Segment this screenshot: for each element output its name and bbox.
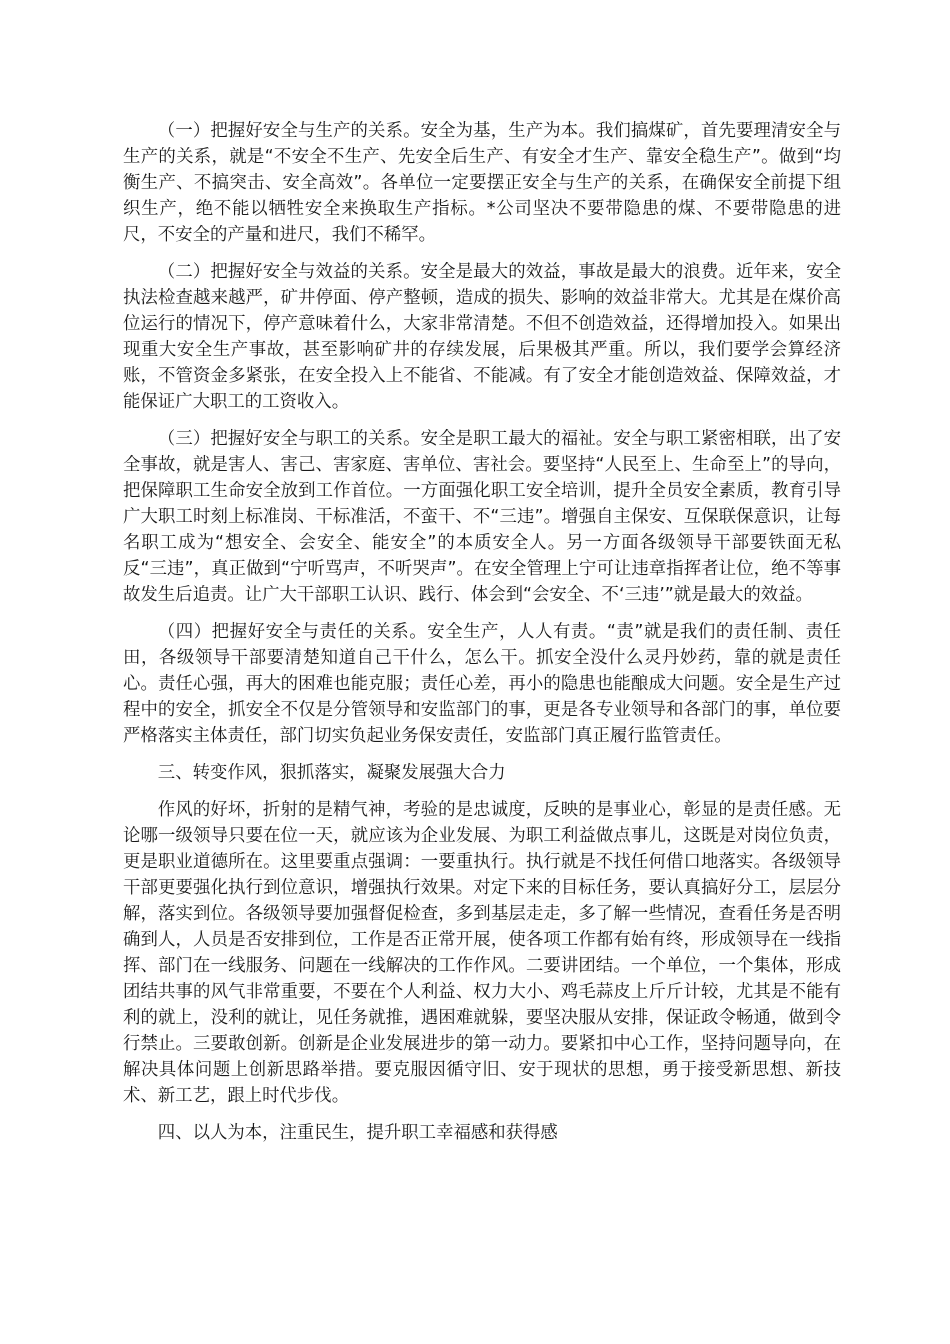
paragraph-safety-production: （一）把握好安全与生产的关系。安全为基，生产为本。我们搞煤矿，首先要理清安全与生产的关系，就是“不安全不生产、先安全后生产、有安全才生产、靠安全稳生产”。做到“均衡生产、不搞突击、安全高效”。各单位一定要摆正安全与生产的关系，在确保安全前提下组织生产，绝不能以牺牲安全来换取生产指标。*公司坚决不要带隐患的煤、不要带隐患的进尺，不安全的产量和进尺，我们不稀罕。	[123, 121, 841, 245]
paragraph-safety-workers: （三）把握好安全与职工的关系。安全是职工最大的福祉。安全与职工紧密相联，出了安全事故，就是害人、害己、害家庭、害单位、害社会。要坚持“人民至上、生命至上”的导向，把保障职工生命安全放到工作首位。一方面强化职工安全培训，提升全员安全素质，教育引导广大职工时刻上标准岗、干标准活，不蛮干、不“三违”。增强自主保安、互保联保意识，让每名职工成为“想安全、会安全、能安全”的本质安全人。另一方面各级领导干部要铁面无私反“三违”，真正做到“宁听骂声，不听哭声”。在安全管理上宁可让违章指挥者让位，绝不等事故发生后追责。让广大干部职工认识、践行、体会到“会安全、不‘三违’”就是最大的效益。	[123, 429, 841, 605]
paragraph-work-style: 作风的好坏，折射的是精气神，考验的是忠诚度，反映的是事业心，彰显的是责任感。无论哪一级领导只要在位一天，就应该为企业发展、为职工利益做点事儿，这既是对岗位负责，更是职业道德所在。这里要重点强调：一要重执行。执行就是不找任何借口地落实。各级领导干部更要强化执行到位意识，增强执行效果。对定下来的目标任务，要认真搞好分工，层层分解，落实到位。各级领导要加强督促检查，多到基层走走，多了解一些情况，查看任务是否明确到人，人员是否安排到位，工作是否正常开展，使各项工作都有始有终，形成领导在一线指挥、部门在一线服务、问题在一线解决的工作作风。二要讲团结。一个单位，一个集体，形成团结共事的风气非常重要，不要在个人利益、权力大小、鸡毛蒜皮上斤斤计较，尤其是不能有利的就上，没利的就让，见任务就推，遇困难就躲，要坚决服从安排，保证政令畅通，做到令行禁止。三要敢创新。创新是企业发展进步的第一动力。要紧扣中心工作，坚持问题导向，在解决具体问题上创新思路举措。要克服因循守旧、安于现状的思想，勇于接受新思想、新技术、新工艺，跟上时代步伐。	[123, 800, 841, 1106]
paragraph-safety-benefit: （二）把握好安全与效益的关系。安全是最大的效益，事故是最大的浪费。近年来，安全执法检查越来越严，矿井停面、停产整顿，造成的损失、影响的效益非常大。尤其是在煤价高位运行的情况下，停产意味着什么，大家非常清楚。不但不创造效益，还得增加投入。如果出现重大安全生产事故，甚至影响矿井的存续发展，后果极其严重。所以，我们要学会算经济账，不管资金多紧张，在安全投入上不能省、不能减。有了安全才能创造效益、保障效益，才能保证广大职工的工资收入。	[123, 262, 841, 412]
section-heading-4: 四、以人为本，注重民生，提升职工幸福感和获得感	[157, 1123, 558, 1143]
section-heading-3: 三、转变作风，狠抓落实，凝聚发展强大合力	[157, 763, 506, 783]
document-page	[123, 118, 841, 1157]
paragraph-safety-responsibility: （四）把握好安全与责任的关系。安全生产，人人有责。“责”就是我们的责任制、责任田，各级领导干部要清楚知道自己干什么，怎么干。抓安全没什么灵丹妙药，靠的就是责任心。责任心强，再大的困难也能克服；责任心差，再小的隐患也能酿成大问题。安全是生产过程中的安全，抓安全不仅是分管领导和安监部门的事，更是各专业领导和各部门的事，单位要严格落实主体责任，部门切实负起业务保安责任，安监部门真正履行监管责任。	[123, 622, 841, 746]
